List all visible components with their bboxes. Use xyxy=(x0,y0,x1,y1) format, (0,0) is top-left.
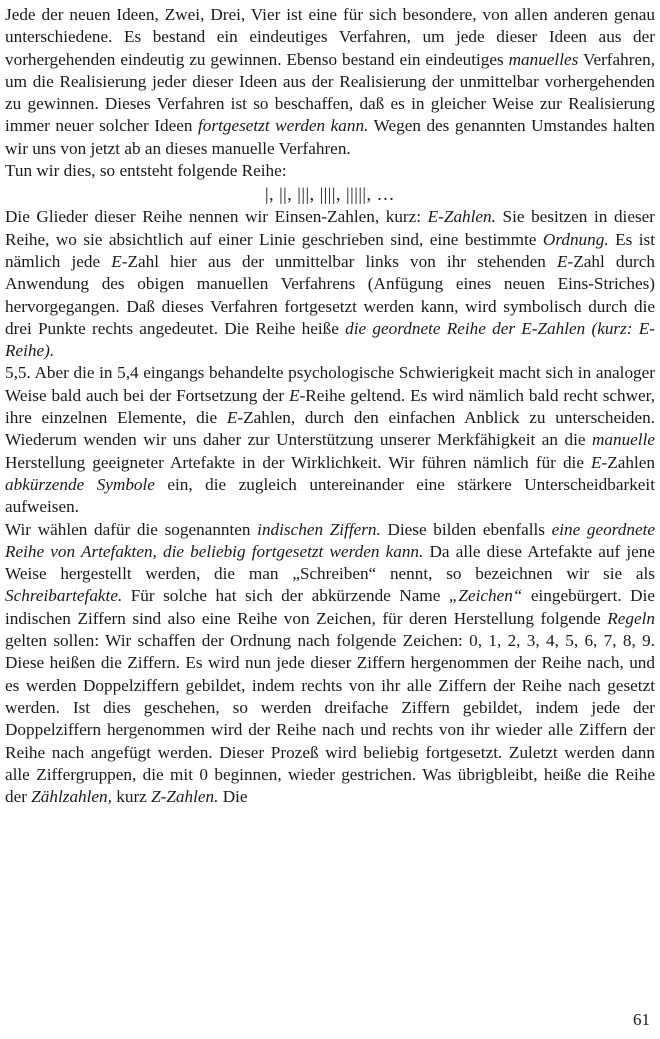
italic-run: manuelle xyxy=(591,430,655,450)
italic-run: fortgesetzt werden kann. xyxy=(198,116,369,136)
page-number: 61 xyxy=(633,1010,650,1029)
italic-run: Ordnung. xyxy=(542,229,609,249)
text-run: -Zahlen xyxy=(601,452,655,472)
text-run: Wir wählen dafür die sogenannten xyxy=(5,519,258,539)
paragraph xyxy=(5,362,655,518)
italic-run: E xyxy=(591,452,602,472)
italic-run: manuelles xyxy=(508,49,579,69)
text-run: ein, die zugleich untereinander eine stärkere Unterscheidbarkeit aufweisen. xyxy=(5,474,655,517)
text-run: gelten sollen: Wir schaffen der Ordnung nach folgende Zeichen: 0, 1, 2, 3, 4, 5, 6, 7, 8, 9. Diese heißen die Ziffern. Es wird nun jede dieser Ziffern hergenommen der Reihe nach, und es werden Doppelziffern gebildet, indem rechts von ihr alle Ziffern der Reihe nach gesetzt werden. Ist dies geschehen, so werden dreifache Ziffern gebildet, indem jede der Doppelziffern hergenommen wird der Reihe nach und rechts von ihr wieder alle Ziffern der Reihe nach angefügt werden. Dieser Prozeß wird beliebig fortgesetzt. Zuletzt werden dann alle Ziffergruppen, die mit 0 beginnen, wieder gestrichen. Was übrigbleibt, heiße die Reihe der xyxy=(5,631,655,807)
italic-run: E xyxy=(226,408,238,428)
italic-run: eine geordnete Reihe von Artefakten, die beliebig fortgesetzt werden kann. xyxy=(5,519,655,561)
italic-run: Regeln xyxy=(607,608,655,628)
italic-run: Zählzahlen, xyxy=(31,787,112,807)
text-run: Da alle diese Artefakte auf jene Weise hergestellt werden, die man „Schreiben“ nennt, so bezeichnen wir sie als xyxy=(5,541,655,584)
italic-run: indischen Ziffern. xyxy=(257,519,381,539)
italic-run: „Zeichen“ xyxy=(448,586,523,606)
italic-run: Z-Zahlen. xyxy=(151,787,219,807)
paragraph xyxy=(5,4,655,160)
body-text xyxy=(5,4,655,808)
paragraph xyxy=(5,206,655,362)
text-run: Wegen des genannten Umstandes halten wir uns von jetzt ab an dieses manuelle Verfahren. xyxy=(5,116,655,158)
paragraph xyxy=(5,519,655,809)
italic-run: die geordnete Reihe der E-Zahlen (kurz: E-Reihe). xyxy=(5,318,656,361)
text-run: Tun wir dies, so entsteht folgende Reihe: xyxy=(5,161,287,181)
stroke-sequence-formula: |, ||, |||, ||||, |||||, … xyxy=(264,184,396,205)
text-run: Es ist nämlich jede xyxy=(5,229,656,271)
italic-run: E xyxy=(557,251,568,271)
text-run: kurz xyxy=(111,787,152,807)
italic-run: abkürzende Symbole xyxy=(5,474,155,494)
italic-run: E-Zahlen. xyxy=(427,207,496,227)
text-run: eingebürgert. Die indischen Ziffern sind also eine Reihe von Zeichen, für deren Herstellung folgende xyxy=(5,586,655,628)
text-run: Verfahren, um die Realisierung jeder dieser Ideen aus der Realisierung der unmittelbar vorhergehenden zu gewinnen. Dieses Verfahren ist so beschaffen, daß es in gleicher Weise zur Realisierung immer neuer solcher Ideen xyxy=(5,49,655,136)
text-run: Jede der neuen Ideen, Zwei, Drei, Vier ist eine für sich besondere, von allen anderen genau unterschiedene. Es bestand ein eindeutiges Verfahren, um jede dieser Ideen aus der vorhergehenden eindeutig zu gewinnen. Ebenso bestand ein eindeutiges xyxy=(5,5,655,69)
italic-run: Schreibartefakte. xyxy=(5,586,123,606)
text-run: -Reihe geltend. Es wird nämlich bald recht schwer, ihre einzelnen Elemente, die xyxy=(5,385,655,428)
text-run: Die Glieder dieser Reihe nennen wir Einsen-Zahlen, kurz: xyxy=(5,207,428,227)
text-run: 5,5. Aber die in 5,4 eingangs behandelte psychologische Schwierigkeit macht sich in analoger Weise bald auch bei der Fortsetzung der xyxy=(5,363,655,405)
text-run: -Zahlen, durch den einfachen Anblick zu unterscheiden. Wiederum wenden wir uns daher zur Unterstützung unserer Merkfähigkeit an die xyxy=(5,408,655,450)
text-run: Für solche hat sich der abkürzende Name xyxy=(122,586,449,606)
paragraph xyxy=(5,160,655,182)
text-run: Die xyxy=(218,787,248,807)
text-run: -Zahl hier aus der unmittelbar links von ihr stehenden xyxy=(121,251,558,271)
text-run: Herstellung geeigneter Artefakte in der Wirklichkeit. Wir führen nämlich für die xyxy=(5,452,592,472)
italic-run: E xyxy=(289,385,300,405)
text-run: Diese bilden ebenfalls xyxy=(380,519,552,539)
text-run: Sie besitzen in dieser Reihe, wo sie absichtlich auf einer Linie geschrieben sind, eine bestimmte xyxy=(5,207,656,249)
italic-run: E xyxy=(111,251,122,271)
text-run: -Zahl durch Anwendung des obigen manuellen Verfahrens (Anfügung eines neuen Eins-Striches) hervorgegangen. Daß dieses Verfahren fortgesetzt werden kann, wird symbolisch durch die drei Punkte rechts angedeutet. Die Reihe heiße xyxy=(5,251,656,338)
